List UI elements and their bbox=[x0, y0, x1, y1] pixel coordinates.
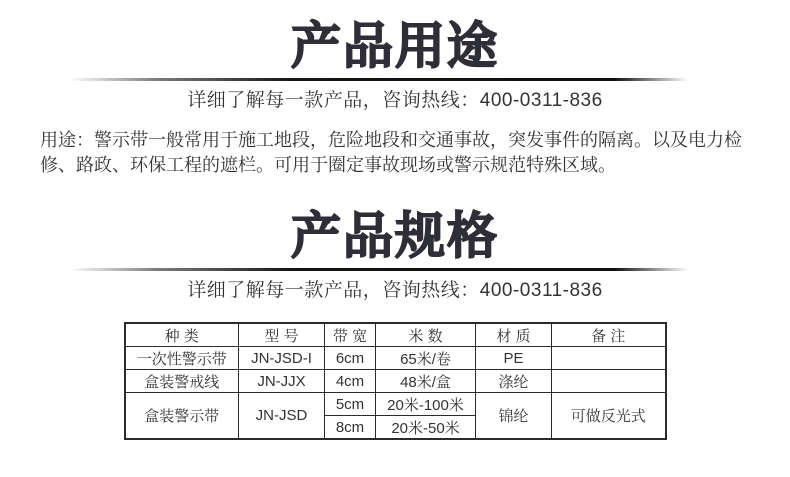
cell-type: 盒装警戒线 bbox=[125, 370, 239, 393]
cell-band-width: 5cm bbox=[325, 393, 376, 416]
table-row-disposable-warning-tape bbox=[125, 347, 666, 370]
cell-meters: 20米-50米 bbox=[376, 416, 476, 440]
cell-model: JN-JJX bbox=[239, 370, 325, 393]
section-title-usage: 产品用途 bbox=[291, 18, 499, 74]
cell-type: 一次性警示带 bbox=[125, 347, 239, 370]
col-header-type: 种 类 bbox=[125, 323, 239, 347]
col-header-material: 材 质 bbox=[476, 323, 552, 347]
cell-band-width: 6cm bbox=[325, 347, 376, 370]
hotline-subtitle-usage: 详细了解每一款产品，咨询热线：400-0311-836 bbox=[187, 90, 603, 111]
cell-note bbox=[552, 370, 666, 393]
cell-note: 可做反光式 bbox=[552, 393, 666, 440]
col-header-meters: 米 数 bbox=[376, 323, 476, 347]
table-row-boxed-warning-tape bbox=[125, 393, 666, 416]
cell-meters: 65米/卷 bbox=[376, 347, 476, 370]
title-divider-usage bbox=[69, 78, 688, 81]
col-header-band-width: 带 宽 bbox=[325, 323, 376, 347]
cell-note bbox=[552, 347, 666, 370]
spec-table bbox=[124, 322, 667, 440]
cell-material: 锦纶 bbox=[476, 393, 552, 440]
cell-type: 盒装警示带 bbox=[125, 393, 239, 440]
title-divider-spec bbox=[69, 268, 688, 271]
usage-description: 用途：警示带一般常用于施工地段，危险地段和交通事故，突发事件的隔离。以及电力检修、路政、环保工程的遮栏。可用于圈定事故现场或警示规范特殊区域。 bbox=[40, 130, 742, 175]
col-header-model: 型 号 bbox=[239, 323, 325, 347]
spec-table-header-row bbox=[125, 323, 666, 347]
col-header-note: 备 注 bbox=[552, 323, 666, 347]
cell-material: 涤纶 bbox=[476, 370, 552, 393]
cell-meters: 48米/盒 bbox=[376, 370, 476, 393]
table-row-boxed-cordon-line bbox=[125, 370, 666, 393]
cell-model: JN-JSD-I bbox=[239, 347, 325, 370]
hotline-subtitle-spec: 详细了解每一款产品，咨询热线：400-0311-836 bbox=[187, 280, 603, 301]
cell-band-width: 4cm bbox=[325, 370, 376, 393]
cell-band-width: 8cm bbox=[325, 416, 376, 440]
cell-model: JN-JSD bbox=[239, 393, 325, 440]
cell-meters: 20米-100米 bbox=[376, 393, 476, 416]
cell-material: PE bbox=[476, 347, 552, 370]
section-title-spec: 产品规格 bbox=[291, 208, 499, 264]
